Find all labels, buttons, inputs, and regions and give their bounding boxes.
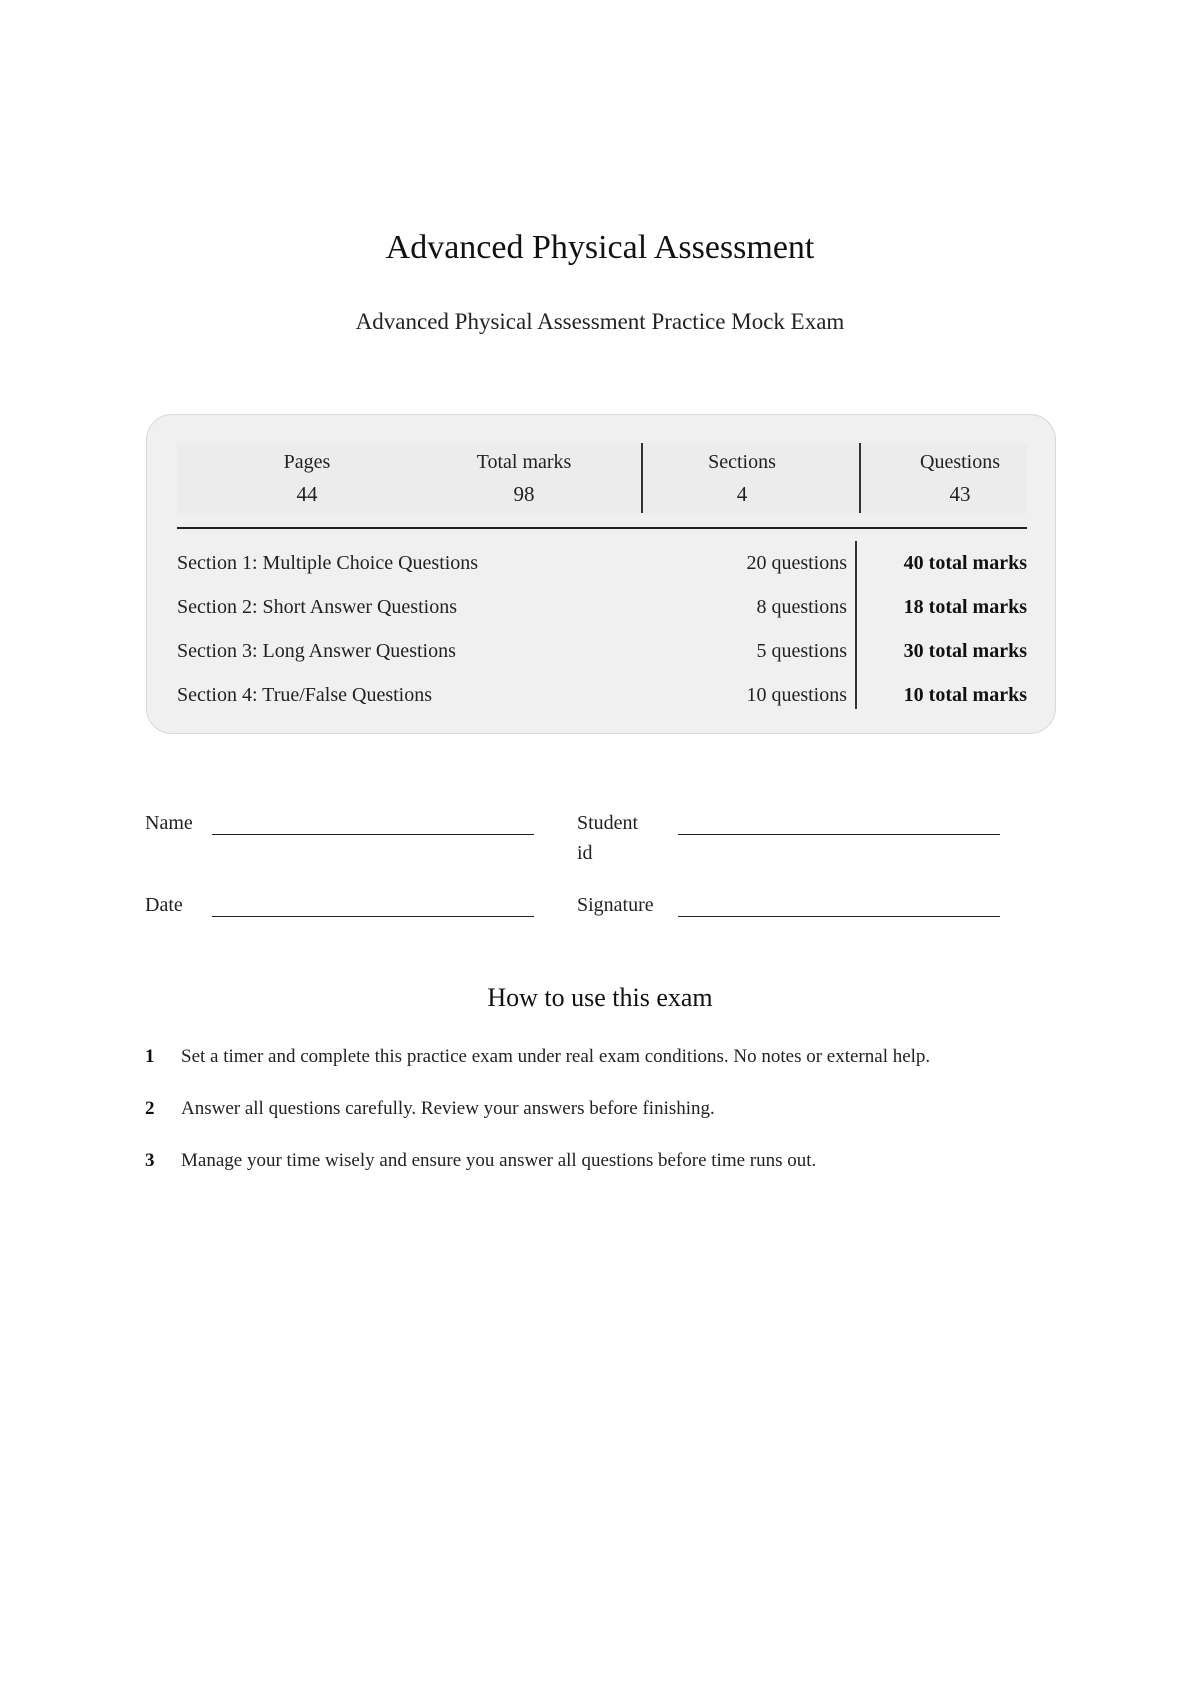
stat-value: 44 <box>296 482 318 506</box>
stat-total-marks <box>424 443 624 513</box>
section-name: Section 3: Long Answer Questions <box>177 640 456 662</box>
stat-sections <box>642 443 842 513</box>
section-marks: 10 total marks <box>903 684 1027 706</box>
student-id-input-line[interactable] <box>678 834 1000 835</box>
section-row <box>177 629 1027 673</box>
stat-value: 43 <box>949 482 971 506</box>
stat-label: Questions <box>920 451 1000 473</box>
signature-input-line[interactable] <box>678 916 1000 917</box>
section-row <box>177 585 1027 629</box>
signature-label: Signature <box>577 894 654 916</box>
section-row <box>177 541 1027 585</box>
stat-label: Pages <box>283 451 331 473</box>
section-question-count: 20 questions <box>746 552 847 574</box>
student-id-label: Student id <box>577 812 639 864</box>
instruction-item <box>145 1042 1045 1094</box>
instruction-text: Answer all questions carefully. Review your answers before finishing. <box>181 1098 715 1119</box>
instruction-number: 1 <box>145 1046 155 1067</box>
section-question-count: 5 questions <box>756 640 847 662</box>
section-marks: 30 total marks <box>903 640 1027 662</box>
date-label: Date <box>145 894 183 916</box>
stat-value: 4 <box>736 482 748 506</box>
section-question-count: 10 questions <box>746 684 847 706</box>
stats-row <box>177 443 1027 513</box>
summary-divider <box>177 527 1027 529</box>
instruction-item <box>145 1094 1045 1146</box>
name-label: Name <box>145 812 193 834</box>
section-name: Section 2: Short Answer Questions <box>177 596 457 618</box>
section-name: Section 4: True/False Questions <box>177 684 433 706</box>
section-name: Section 1: Multiple Choice Questions <box>177 552 479 574</box>
section-question-count: 8 questions <box>756 596 847 618</box>
instruction-text: Manage your time wisely and ensure you answer all questions before time runs out. <box>181 1150 817 1171</box>
stat-label: Total marks <box>476 451 572 473</box>
name-input-line[interactable] <box>212 834 534 835</box>
howto-heading: How to use this exam <box>487 983 713 1012</box>
stat-pages <box>207 443 407 513</box>
sections-table <box>177 541 1027 717</box>
stat-value: 98 <box>513 482 535 506</box>
page-title: Advanced Physical Assessment <box>385 229 815 266</box>
instruction-item <box>145 1146 1045 1198</box>
stat-label: Sections <box>708 451 776 473</box>
section-marks: 18 total marks <box>903 596 1027 618</box>
instructions-list <box>145 1042 1045 1198</box>
instruction-number: 2 <box>145 1098 155 1119</box>
date-input-line[interactable] <box>212 916 534 917</box>
exam-summary-card <box>146 414 1056 734</box>
instruction-text: Set a timer and complete this practice exam under real exam conditions. No notes or external help. <box>181 1046 931 1067</box>
stat-questions <box>860 443 1060 513</box>
instruction-number: 3 <box>145 1150 155 1171</box>
section-row <box>177 673 1027 717</box>
section-marks: 40 total marks <box>903 552 1027 574</box>
page-subtitle: Advanced Physical Assessment Practice Mock Exam <box>355 309 845 334</box>
